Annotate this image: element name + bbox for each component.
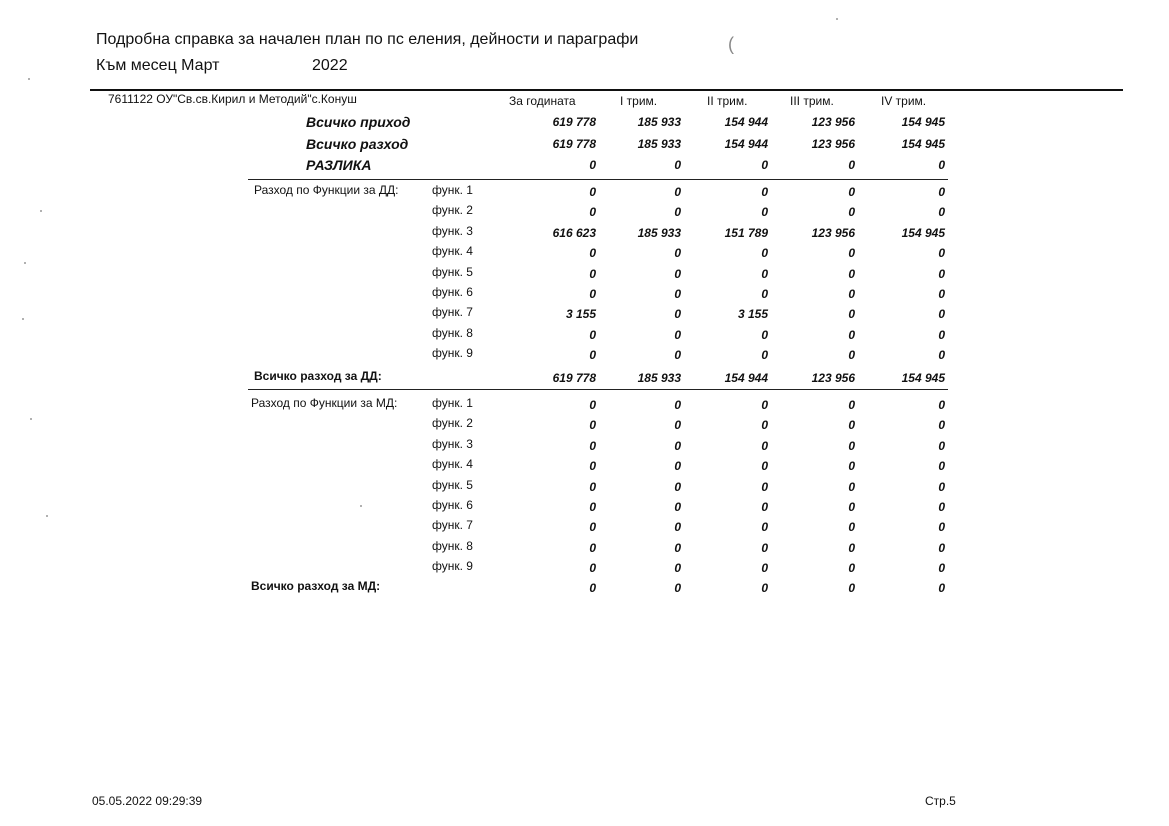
summary-value: 185 933 [637,137,681,151]
function-label: функ. 7 [432,305,473,320]
column-header: IV трим. [881,94,927,108]
function-value: 0 [761,185,768,199]
summary-value: 154 945 [901,137,945,151]
function-value: 0 [848,398,855,412]
function-value: 0 [589,438,596,453]
function-value: 0 [938,348,945,363]
report-year: 2022 [312,57,348,74]
function-value: 0 [938,561,945,576]
function-value: 0 [938,266,945,281]
function-value: 0 [589,205,596,220]
function-value: 185 933 [637,225,681,240]
function-value: 0 [761,205,768,220]
function-label: функ. 4 [432,457,473,472]
function-value: 0 [674,540,681,555]
function-value: 0 [761,459,768,474]
function-value: 0 [761,479,768,494]
function-value: 0 [674,205,681,220]
function-label: функ. 4 [432,244,473,259]
function-value: 0 [589,246,596,261]
function-value: 0 [589,348,596,363]
function-value: 0 [589,561,596,576]
function-label: функ. 5 [432,264,473,279]
function-value: 0 [674,438,681,453]
function-value: 0 [938,185,945,199]
md-total-value: 0 [848,581,855,595]
summary-value: 0 [674,158,681,172]
function-label: функ. 3 [432,223,473,238]
dd-total-value: 123 956 [811,371,855,385]
function-value: 0 [589,459,596,474]
dd-total-value: 619 778 [552,371,596,385]
function-value: 0 [674,520,681,535]
page-number: Стр.5 [925,794,956,808]
function-value: 0 [674,246,681,261]
md-section-label: Разход по Функции за МД: [251,396,398,410]
summary-value: 0 [848,158,855,172]
function-label: функ. 8 [432,325,473,340]
function-value: 0 [848,266,855,281]
function-value: 0 [938,307,945,322]
function-value: 0 [761,418,768,433]
function-value: 0 [848,185,855,199]
table-rule [248,179,948,180]
dd-total-value: 185 933 [637,371,681,385]
function-value: 0 [938,246,945,261]
function-value: 0 [938,520,945,535]
function-label: функ. 2 [432,203,473,218]
function-value: 0 [674,561,681,576]
function-label: функ. 6 [432,498,473,512]
function-label: функ. 5 [432,477,473,492]
function-value: 0 [848,479,855,494]
function-value: 0 [938,418,945,433]
function-label: функ. 8 [432,538,473,553]
function-label: функ. 9 [432,559,473,574]
function-value: 0 [674,266,681,281]
function-value: 0 [674,287,681,301]
summary-label: РАЗЛИКА [306,157,372,173]
function-value: 0 [589,185,596,199]
md-total-value: 0 [674,581,681,595]
function-value: 0 [938,205,945,220]
function-value: 0 [848,327,855,342]
md-total-value: 0 [589,581,596,595]
summary-value: 154 944 [724,115,768,129]
function-value: 0 [848,418,855,433]
organization-name: 7611122 ОУ"Св.св.Кирил и Методий"с.Конуш [108,92,357,106]
summary-label: Всичко приход [306,114,411,130]
function-value: 0 [674,398,681,412]
function-value: 0 [938,459,945,474]
function-value: 0 [674,418,681,433]
function-value: 0 [938,479,945,494]
function-value: 3 155 [565,307,596,322]
function-value: 0 [848,205,855,220]
function-value: 0 [589,479,596,494]
dd-section-label: Разход по Функции за ДД: [254,183,399,197]
function-value: 0 [761,348,768,363]
function-label: функ. 3 [432,436,473,451]
function-value: 0 [848,520,855,535]
function-value: 0 [848,307,855,322]
function-value: 0 [674,307,681,322]
function-value: 0 [938,500,945,514]
function-value: 0 [938,287,945,301]
function-value: 0 [589,327,596,342]
function-value: 0 [848,500,855,514]
function-value: 3 155 [737,307,768,322]
function-value: 0 [938,438,945,453]
function-value: 0 [761,398,768,412]
function-value: 0 [848,438,855,453]
function-label: функ. 1 [432,396,473,410]
function-value: 0 [589,500,596,514]
function-value: 154 945 [901,225,945,240]
month-label: Към месец Март [96,57,220,74]
function-value: 0 [938,540,945,555]
dd-total-value: 154 944 [724,371,768,385]
function-value: 0 [589,418,596,433]
summary-value: 185 933 [637,115,681,129]
function-value: 0 [674,348,681,363]
function-value: 0 [761,500,768,514]
function-label: функ. 9 [432,346,473,361]
dd-total-label: Всичко разход за ДД: [254,369,382,383]
function-value: 0 [848,561,855,576]
function-value: 0 [761,287,768,301]
function-value: 123 956 [811,225,855,240]
summary-value: 619 778 [552,137,596,151]
function-value: 0 [674,459,681,474]
function-label: функ. 2 [432,416,473,431]
column-header: I трим. [620,94,658,108]
function-label: функ. 7 [432,518,473,533]
function-value: 616 623 [552,225,596,240]
function-value: 0 [848,540,855,555]
header-divider [90,89,1123,91]
function-value: 0 [674,185,681,199]
function-value: 0 [589,398,596,412]
function-value: 0 [761,540,768,555]
summary-value: 0 [761,158,768,172]
summary-value: 0 [589,158,596,172]
md-total-label: Всичко разход за МД: [251,579,381,593]
function-value: 0 [674,500,681,514]
summary-value: 123 956 [811,137,855,151]
function-value: 151 789 [724,225,768,240]
function-value: 0 [674,327,681,342]
summary-value: 123 956 [811,115,855,129]
column-header: За годината [509,94,576,108]
summary-label: Всичко разход [306,136,409,152]
function-value: 0 [589,540,596,555]
function-value: 0 [589,520,596,535]
function-value: 0 [848,348,855,363]
function-label: функ. 6 [432,285,473,299]
function-value: 0 [761,561,768,576]
function-value: 0 [589,287,596,301]
scan-artifact-mark: ( [728,34,734,54]
summary-value: 0 [938,158,945,172]
md-total-value: 0 [761,581,768,595]
report-title: Подробна справка за начален план по пс еления, дейности и параграфи [96,31,639,48]
function-value: 0 [761,246,768,261]
summary-value: 154 945 [901,115,945,129]
table-rule [248,389,948,390]
function-value: 0 [848,246,855,261]
function-value: 0 [674,479,681,494]
column-header: III трим. [790,94,834,108]
function-value: 0 [848,287,855,301]
function-value: 0 [589,266,596,281]
function-value: 0 [761,327,768,342]
function-value: 0 [938,327,945,342]
md-total-value: 0 [938,581,945,595]
function-label: функ. 1 [432,183,473,197]
print-timestamp: 05.05.2022 09:29:39 [92,794,203,808]
function-value: 0 [938,398,945,412]
function-value: 0 [761,520,768,535]
summary-value: 619 778 [552,115,596,129]
summary-value: 154 944 [724,137,768,151]
function-value: 0 [761,266,768,281]
function-value: 0 [848,459,855,474]
column-header: II трим. [707,94,748,108]
dd-total-value: 154 945 [901,371,945,385]
function-value: 0 [761,438,768,453]
